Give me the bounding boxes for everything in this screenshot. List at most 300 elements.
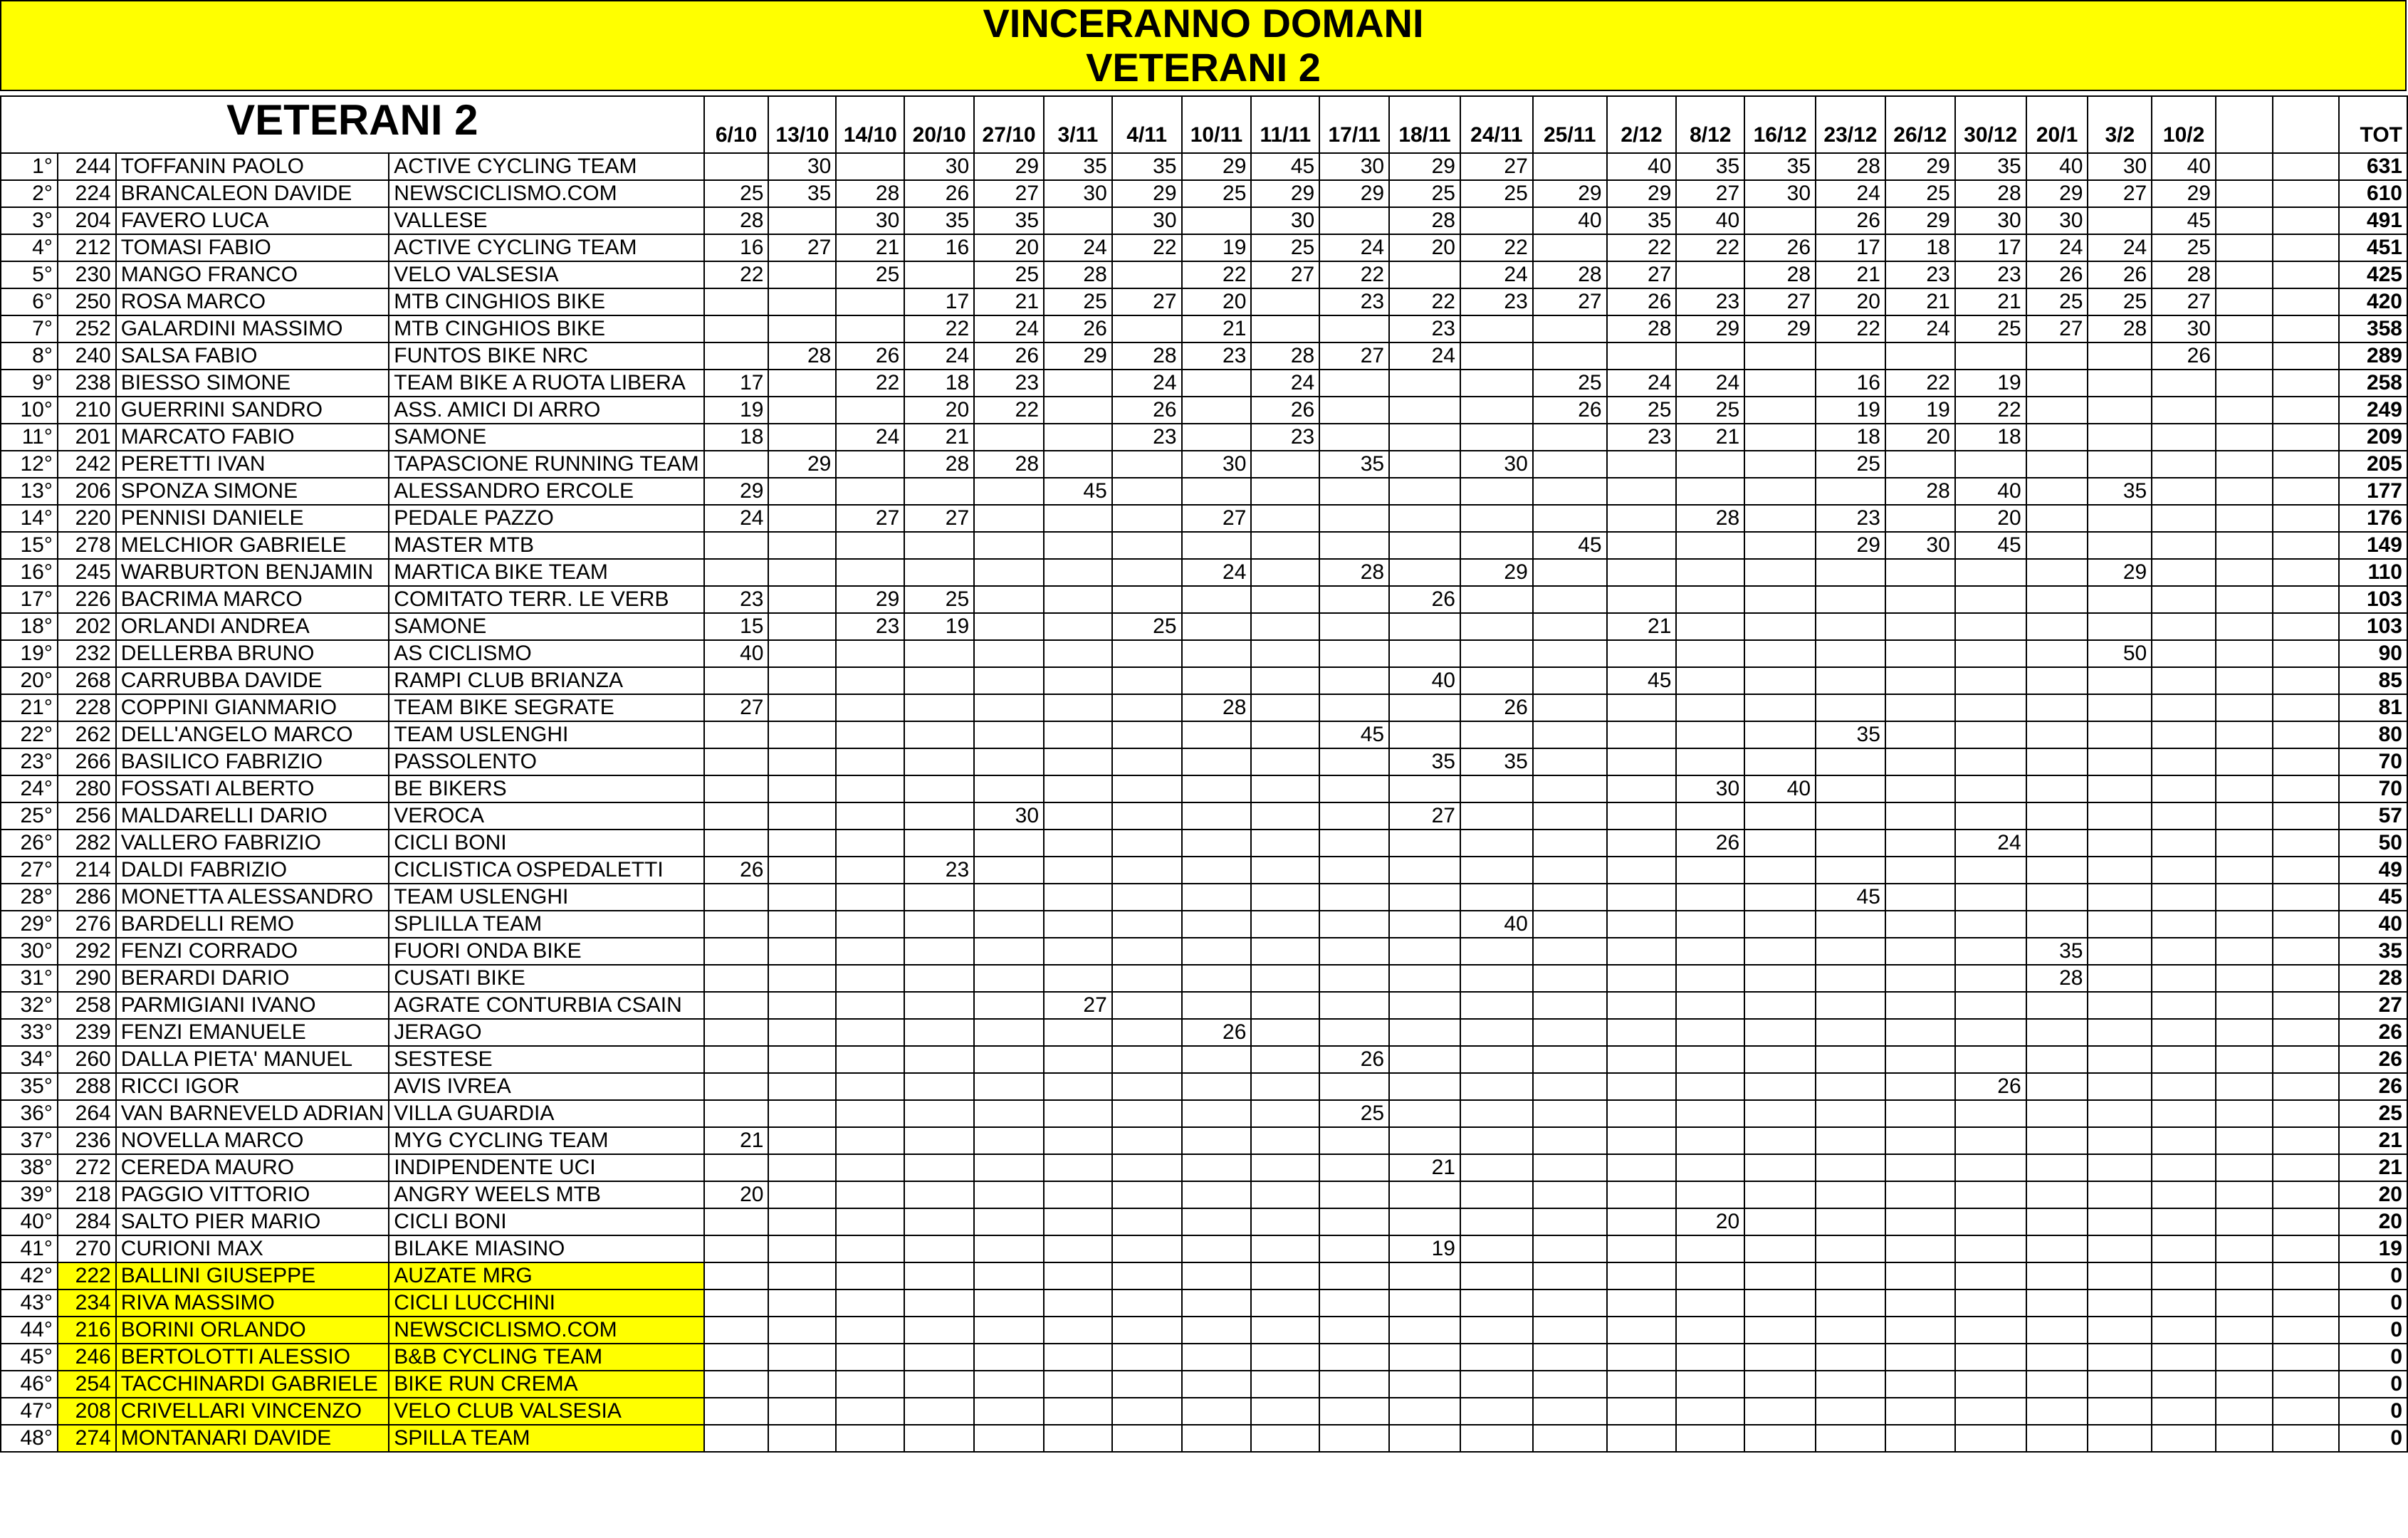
score-cell	[836, 830, 904, 857]
team-cell: TEAM USLENGHI	[389, 884, 703, 911]
score-cell	[904, 559, 974, 586]
score-cell	[768, 1073, 836, 1100]
date-header: 16/12	[1744, 96, 1816, 153]
score-cell: 16	[904, 234, 974, 261]
score-cell	[974, 532, 1044, 559]
score-cell	[2216, 532, 2273, 559]
total-cell: 21	[2339, 1154, 2407, 1181]
table-row	[1, 694, 2407, 721]
score-cell	[1955, 640, 2026, 667]
score-cell	[1744, 532, 1816, 559]
score-cell	[2273, 1344, 2339, 1371]
score-cell	[1533, 992, 1607, 1019]
date-header: 24/11	[1460, 96, 1533, 153]
position-cell: 7°	[1, 315, 58, 342]
table-row	[1, 478, 2407, 505]
score-cell: 25	[2088, 288, 2152, 315]
score-cell	[2216, 315, 2273, 342]
team-cell: CICLI BONI	[389, 1208, 703, 1235]
score-cell	[704, 342, 769, 370]
score-cell	[1744, 1046, 1816, 1073]
score-cell: 24	[1676, 370, 1744, 397]
score-cell	[1460, 207, 1533, 234]
score-cell	[1816, 1398, 1885, 1425]
table-row	[1, 667, 2407, 694]
score-cell	[2026, 370, 2088, 397]
score-cell: 21	[1676, 424, 1744, 451]
score-cell: 27	[1182, 505, 1252, 532]
score-cell	[1044, 207, 1112, 234]
score-cell	[1885, 911, 1955, 938]
score-cell	[1251, 1262, 1319, 1289]
score-cell	[1955, 586, 2026, 613]
team-cell: MASTER MTB	[389, 532, 703, 559]
score-cell	[1744, 1019, 1816, 1046]
rider-name-cell: GUERRINI SANDRO	[116, 397, 389, 424]
team-cell: VELO VALSESIA	[389, 261, 703, 288]
score-cell	[1319, 397, 1389, 424]
score-cell: 26	[2026, 261, 2088, 288]
score-cell	[1607, 451, 1677, 478]
score-cell	[1676, 613, 1744, 640]
score-cell	[2152, 830, 2216, 857]
score-cell	[1389, 613, 1460, 640]
score-cell: 22	[1460, 234, 1533, 261]
score-cell	[904, 1371, 974, 1398]
score-cell	[1460, 478, 1533, 505]
score-cell: 19	[904, 613, 974, 640]
score-cell: 22	[1607, 234, 1677, 261]
score-cell	[1460, 1289, 1533, 1317]
score-cell	[1955, 1235, 2026, 1262]
score-cell: 27	[1044, 992, 1112, 1019]
position-cell: 3°	[1, 207, 58, 234]
score-cell	[1744, 397, 1816, 424]
score-cell	[1816, 1262, 1885, 1289]
score-cell	[1112, 505, 1182, 532]
score-cell	[2152, 667, 2216, 694]
score-cell: 28	[1251, 342, 1319, 370]
score-cell	[836, 667, 904, 694]
score-cell	[1251, 1181, 1319, 1208]
score-cell	[836, 288, 904, 315]
score-cell	[1955, 1317, 2026, 1344]
score-cell	[2088, 965, 2152, 992]
score-cell: 25	[1112, 613, 1182, 640]
score-cell	[1044, 1127, 1112, 1154]
score-cell: 27	[1676, 180, 1744, 207]
score-cell	[1112, 1371, 1182, 1398]
score-cell	[2273, 532, 2339, 559]
score-cell: 16	[704, 234, 769, 261]
score-cell	[1955, 857, 2026, 884]
score-cell	[1744, 559, 1816, 586]
table-row	[1, 1262, 2407, 1289]
score-cell	[1182, 1425, 1252, 1452]
score-cell	[704, 559, 769, 586]
score-cell: 27	[1112, 288, 1182, 315]
score-cell	[974, 965, 1044, 992]
score-cell	[1182, 1289, 1252, 1317]
score-cell	[1533, 505, 1607, 532]
score-cell	[1460, 1425, 1533, 1452]
score-cell	[1676, 1289, 1744, 1317]
position-cell: 33°	[1, 1019, 58, 1046]
total-cell: 26	[2339, 1019, 2407, 1046]
score-cell: 30	[1319, 153, 1389, 180]
score-cell	[974, 1019, 1044, 1046]
position-cell: 35°	[1, 1073, 58, 1100]
score-cell	[1955, 559, 2026, 586]
score-cell	[1112, 802, 1182, 830]
rider-name-cell: MANGO FRANCO	[116, 261, 389, 288]
score-cell: 28	[2026, 965, 2088, 992]
score-cell	[1885, 1181, 1955, 1208]
score-cell	[768, 1317, 836, 1344]
score-cell	[1389, 992, 1460, 1019]
total-cell: 26	[2339, 1046, 2407, 1073]
score-cell	[1112, 667, 1182, 694]
total-cell: 49	[2339, 857, 2407, 884]
score-cell	[1460, 1019, 1533, 1046]
page-title: VINCERANNO DOMANI	[983, 1, 1424, 46]
score-cell	[904, 1073, 974, 1100]
score-cell	[1676, 721, 1744, 748]
score-cell: 24	[2088, 234, 2152, 261]
bib-number-cell: 212	[58, 234, 116, 261]
score-cell	[2216, 640, 2273, 667]
score-cell	[768, 1262, 836, 1289]
score-cell: 23	[1885, 261, 1955, 288]
date-header: 14/10	[836, 96, 904, 153]
score-cell	[1744, 992, 1816, 1019]
score-cell	[2088, 1019, 2152, 1046]
table-row	[1, 234, 2407, 261]
score-cell	[2216, 1181, 2273, 1208]
score-cell	[2216, 397, 2273, 424]
score-cell	[836, 992, 904, 1019]
score-cell	[836, 1046, 904, 1073]
score-cell	[1319, 1235, 1389, 1262]
score-cell: 19	[1955, 370, 2026, 397]
score-cell	[1389, 1073, 1460, 1100]
score-cell: 15	[704, 613, 769, 640]
score-cell	[2026, 1262, 2088, 1289]
score-cell	[1816, 667, 1885, 694]
score-cell	[2152, 424, 2216, 451]
score-cell	[2026, 1425, 2088, 1452]
score-cell	[1955, 1100, 2026, 1127]
score-cell	[1389, 397, 1460, 424]
score-cell	[974, 748, 1044, 775]
score-cell	[2152, 1100, 2216, 1127]
score-cell	[1044, 586, 1112, 613]
score-cell	[1044, 1046, 1112, 1073]
score-cell	[2273, 1073, 2339, 1100]
score-cell	[1676, 1181, 1744, 1208]
score-cell	[704, 532, 769, 559]
table-row	[1, 1073, 2407, 1100]
score-cell	[1744, 370, 1816, 397]
score-cell	[1744, 1289, 1816, 1317]
score-cell	[1112, 1154, 1182, 1181]
score-cell	[836, 1073, 904, 1100]
score-cell	[904, 1154, 974, 1181]
score-cell	[904, 667, 974, 694]
score-cell	[768, 1398, 836, 1425]
score-cell	[2088, 1127, 2152, 1154]
score-cell	[1607, 478, 1677, 505]
score-cell	[836, 1371, 904, 1398]
score-cell: 20	[1676, 1208, 1744, 1235]
score-cell	[1533, 965, 1607, 992]
position-cell: 43°	[1, 1289, 58, 1317]
score-cell	[1044, 1371, 1112, 1398]
score-cell	[1319, 694, 1389, 721]
score-cell	[1607, 1371, 1677, 1398]
position-cell: 44°	[1, 1317, 58, 1344]
score-cell	[1533, 911, 1607, 938]
score-cell: 25	[1182, 180, 1252, 207]
score-cell: 25	[1607, 397, 1677, 424]
score-cell	[2088, 1154, 2152, 1181]
score-cell	[1251, 478, 1319, 505]
score-cell: 20	[704, 1181, 769, 1208]
score-cell: 18	[1955, 424, 2026, 451]
rider-name-cell: BASILICO FABRIZIO	[116, 748, 389, 775]
score-cell	[1044, 451, 1112, 478]
score-cell	[2216, 1398, 2273, 1425]
total-cell: 81	[2339, 694, 2407, 721]
score-cell	[1885, 1046, 1955, 1073]
score-cell	[904, 1289, 974, 1317]
score-cell	[2088, 1262, 2152, 1289]
rider-name-cell: CURIONI MAX	[116, 1235, 389, 1262]
bib-number-cell: 204	[58, 207, 116, 234]
score-cell: 26	[1955, 1073, 2026, 1100]
score-cell	[1044, 532, 1112, 559]
date-header: 10/2	[2152, 96, 2216, 153]
score-cell: 35	[1460, 748, 1533, 775]
score-cell: 29	[1044, 342, 1112, 370]
score-cell: 27	[1319, 342, 1389, 370]
table-row	[1, 397, 2407, 424]
bib-number-cell: 262	[58, 721, 116, 748]
score-cell	[768, 613, 836, 640]
team-cell: ANGRY WEELS MTB	[389, 1181, 703, 1208]
score-cell	[1676, 1235, 1744, 1262]
rider-name-cell: PARMIGIANI IVANO	[116, 992, 389, 1019]
rider-name-cell: RIVA MASSIMO	[116, 1289, 389, 1317]
score-cell	[1744, 640, 1816, 667]
score-cell	[2152, 802, 2216, 830]
score-cell	[974, 775, 1044, 802]
score-cell	[2273, 667, 2339, 694]
score-cell: 35	[1816, 721, 1885, 748]
team-cell: TEAM BIKE A RUOTA LIBERA	[389, 370, 703, 397]
score-cell	[1607, 640, 1677, 667]
score-cell	[2152, 451, 2216, 478]
score-cell	[1460, 1371, 1533, 1398]
score-cell	[2216, 424, 2273, 451]
score-cell	[2088, 1317, 2152, 1344]
bib-number-cell: 234	[58, 1289, 116, 1317]
score-cell	[1885, 613, 1955, 640]
score-cell	[1389, 532, 1460, 559]
bib-number-cell: 216	[58, 1317, 116, 1344]
score-cell: 24	[1607, 370, 1677, 397]
score-cell	[1607, 1425, 1677, 1452]
score-cell: 30	[1460, 451, 1533, 478]
score-cell	[1112, 965, 1182, 992]
rider-name-cell: BERARDI DARIO	[116, 965, 389, 992]
total-cell: 85	[2339, 667, 2407, 694]
total-cell: 358	[2339, 315, 2407, 342]
score-cell	[768, 830, 836, 857]
score-cell	[1885, 1344, 1955, 1371]
score-cell	[1044, 667, 1112, 694]
score-cell	[2152, 1398, 2216, 1425]
score-cell	[1389, 261, 1460, 288]
score-cell	[904, 1100, 974, 1127]
score-cell	[1182, 667, 1252, 694]
score-cell	[1744, 1262, 1816, 1289]
score-cell: 29	[836, 586, 904, 613]
score-cell	[2088, 938, 2152, 965]
score-cell: 21	[1816, 261, 1885, 288]
score-cell	[2216, 234, 2273, 261]
score-cell	[836, 532, 904, 559]
score-cell: 19	[1182, 234, 1252, 261]
score-cell	[2088, 342, 2152, 370]
score-cell: 29	[1744, 315, 1816, 342]
score-cell	[768, 370, 836, 397]
score-cell	[2273, 505, 2339, 532]
score-cell	[704, 1046, 769, 1073]
score-cell	[904, 775, 974, 802]
score-cell	[1676, 559, 1744, 586]
score-cell	[1389, 478, 1460, 505]
score-cell	[974, 424, 1044, 451]
score-cell	[1744, 667, 1816, 694]
score-cell: 22	[1676, 234, 1744, 261]
score-cell	[2273, 694, 2339, 721]
score-cell	[1607, 342, 1677, 370]
score-cell	[1460, 884, 1533, 911]
score-cell	[1607, 992, 1677, 1019]
score-cell	[974, 1289, 1044, 1317]
score-cell	[836, 1262, 904, 1289]
score-cell	[1744, 1127, 1816, 1154]
score-cell	[1112, 1317, 1182, 1344]
score-cell	[704, 721, 769, 748]
score-cell	[1319, 748, 1389, 775]
score-cell	[768, 1100, 836, 1127]
total-cell: 177	[2339, 478, 2407, 505]
total-cell: 70	[2339, 775, 2407, 802]
score-cell	[1112, 857, 1182, 884]
score-cell	[974, 640, 1044, 667]
rider-name-cell: BACRIMA MARCO	[116, 586, 389, 613]
score-cell: 24	[904, 342, 974, 370]
score-cell: 16	[1816, 370, 1885, 397]
score-cell	[2273, 1262, 2339, 1289]
score-cell	[1816, 830, 1885, 857]
score-cell	[1319, 884, 1389, 911]
score-cell	[2216, 1100, 2273, 1127]
score-cell	[1676, 261, 1744, 288]
score-cell	[1885, 667, 1955, 694]
score-cell	[1816, 1425, 1885, 1452]
score-cell: 26	[1460, 694, 1533, 721]
score-cell	[836, 1019, 904, 1046]
bib-number-cell: 232	[58, 640, 116, 667]
score-cell	[1044, 1073, 1112, 1100]
score-cell	[1676, 992, 1744, 1019]
team-cell: ACTIVE CYCLING TEAM	[389, 234, 703, 261]
score-cell	[1044, 640, 1112, 667]
score-cell: 25	[1251, 234, 1319, 261]
score-cell	[1533, 451, 1607, 478]
bib-number-cell: 242	[58, 451, 116, 478]
score-cell	[2088, 532, 2152, 559]
score-cell	[2216, 721, 2273, 748]
score-cell	[2026, 1208, 2088, 1235]
table-row	[1, 1425, 2407, 1452]
score-cell: 35	[1676, 153, 1744, 180]
position-cell: 18°	[1, 613, 58, 640]
score-cell	[2088, 802, 2152, 830]
date-header: 27/10	[974, 96, 1044, 153]
score-cell	[1744, 613, 1816, 640]
bib-number-cell: 278	[58, 532, 116, 559]
score-cell	[2026, 748, 2088, 775]
score-cell	[1744, 830, 1816, 857]
score-cell	[1112, 478, 1182, 505]
score-cell	[1389, 451, 1460, 478]
score-cell	[1182, 613, 1252, 640]
score-cell	[1044, 884, 1112, 911]
team-cell: PASSOLENTO	[389, 748, 703, 775]
score-cell: 20	[1389, 234, 1460, 261]
score-cell	[1885, 1317, 1955, 1344]
score-cell	[2152, 748, 2216, 775]
score-cell	[1533, 938, 1607, 965]
score-cell	[974, 938, 1044, 965]
score-cell	[836, 1208, 904, 1235]
score-cell: 26	[704, 857, 769, 884]
score-cell	[1676, 532, 1744, 559]
score-cell	[1816, 938, 1885, 965]
score-cell	[2216, 992, 2273, 1019]
bib-number-cell: 244	[58, 153, 116, 180]
score-cell	[1182, 775, 1252, 802]
score-cell	[1955, 775, 2026, 802]
score-cell: 29	[1319, 180, 1389, 207]
score-cell	[2273, 1181, 2339, 1208]
score-cell	[1112, 721, 1182, 748]
score-cell	[1251, 1344, 1319, 1371]
score-cell	[2216, 370, 2273, 397]
score-cell	[2152, 1425, 2216, 1452]
score-cell	[1955, 721, 2026, 748]
score-cell	[904, 694, 974, 721]
score-cell	[836, 857, 904, 884]
score-cell	[1744, 721, 1816, 748]
score-cell	[1533, 884, 1607, 911]
score-cell	[2273, 342, 2339, 370]
score-cell	[1251, 911, 1319, 938]
